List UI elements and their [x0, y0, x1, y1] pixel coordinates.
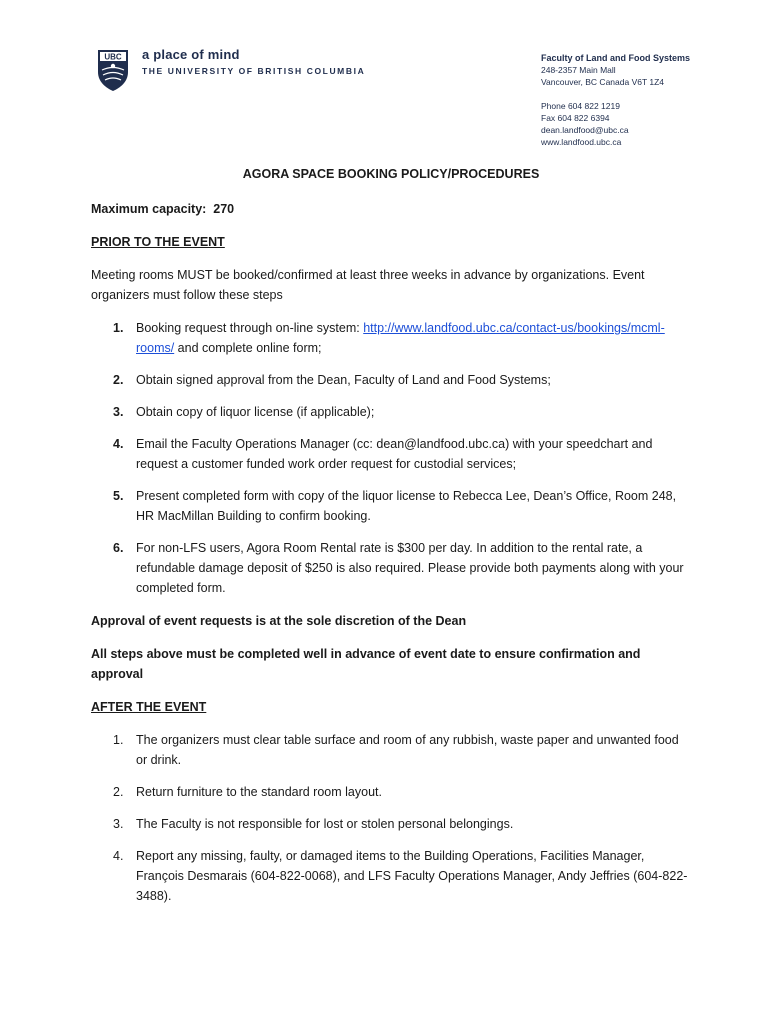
after-heading: AFTER THE EVENT [91, 700, 207, 714]
svg-text:UBC: UBC [104, 52, 122, 62]
list-number: 2. [113, 373, 124, 387]
list-item [91, 730, 691, 770]
step-text: Obtain copy of liquor license (if applicable); [136, 405, 375, 419]
capacity-value: 270 [213, 202, 235, 216]
website-address: www.landfood.ubc.ca [541, 137, 622, 147]
step-text: and complete online form; [174, 341, 322, 355]
list-number: 3. [113, 817, 124, 831]
list-number: 3. [113, 405, 124, 419]
document-body [91, 164, 691, 919]
approval-note: Approval of event requests is at the sole discretion of the Dean [91, 614, 467, 628]
capacity-label: Maximum capacity: [91, 202, 207, 216]
list-number: 2. [113, 785, 124, 799]
list-item [91, 814, 691, 834]
list-item [91, 370, 691, 390]
step-text: Present completed form with copy of the liquor license to Rebecca Lee, Dean’s Office, Room 248, HR MacMillan Building to confirm booking. [136, 489, 677, 523]
step-text: Return furniture to the standard room layout. [136, 785, 382, 799]
list-number: 1. [113, 321, 124, 335]
list-item [91, 434, 691, 474]
fax-number: Fax 604 822 6394 [541, 113, 610, 123]
prior-heading: PRIOR TO THE EVENT [91, 235, 225, 249]
list-number: 5. [113, 489, 124, 503]
address-line-1: 248-2357 Main Mall [541, 65, 616, 75]
list-item [91, 782, 691, 802]
list-item [91, 486, 691, 526]
prior-intro: Meeting rooms MUST be booked/confirmed at least three weeks in advance by organizations. Event organizers must follow these steps [91, 268, 645, 302]
list-number: 1. [113, 733, 124, 747]
step-text: Email the Faculty Operations Manager (cc: dean@landfood.ubc.ca) with your speedchart and request a customer funded work order request for custodial services; [136, 437, 653, 471]
step-text: Obtain signed approval from the Dean, Faculty of Land and Food Systems; [136, 373, 551, 387]
ubc-crest-logo [96, 48, 130, 92]
department-name: Faculty of Land and Food Systems [541, 53, 691, 63]
list-item [91, 846, 691, 906]
list-item [91, 318, 691, 358]
steps-note: All steps above must be completed well in advance of event date to ensure confirmation and approval [91, 647, 641, 681]
capacity-line [91, 199, 691, 219]
step-text: Booking request through on-line system: [136, 321, 364, 335]
prior-steps-list [91, 318, 691, 598]
phone-number: Phone 604 822 1219 [541, 101, 620, 111]
list-number: 6. [113, 541, 124, 555]
ubc-tagline: a place of mind [142, 47, 240, 62]
document-title: AGORA SPACE BOOKING POLICY/PROCEDURES [242, 167, 540, 181]
step-text: Report any missing, faulty, or damaged items to the Building Operations, Facilities Manager, François Desmarais (604-822-0068), and LFS Faculty Operations Manager, Andy Jeffries (604-822-3488). [136, 849, 688, 903]
address-line-2: Vancouver, BC Canada V6T 1Z4 [541, 77, 665, 87]
email-address: dean.landfood@ubc.ca [541, 125, 629, 135]
list-number: 4. [113, 437, 124, 451]
list-number: 4. [113, 849, 124, 863]
contact-block [541, 52, 690, 148]
university-name: THE UNIVERSITY OF BRITISH COLUMBIA [142, 66, 366, 76]
after-steps-list [91, 730, 691, 906]
step-text: The organizers must clear table surface and room of any rubbish, waste paper and unwanted food or drink. [136, 733, 679, 767]
step-text: For non-LFS users, Agora Room Rental rate is $300 per day. In addition to the rental rate, a refundable damage deposit of $250 is also required. Please provide both payments along with your completed form. [136, 541, 684, 595]
booking-link[interactable]: http://www.landfood.ubc.ca/contact-us/bookings/mcml-rooms/ [136, 321, 665, 355]
list-item [91, 538, 691, 598]
step-text: The Faculty is not responsible for lost or stolen personal belongings. [136, 817, 514, 831]
list-item [91, 402, 691, 422]
